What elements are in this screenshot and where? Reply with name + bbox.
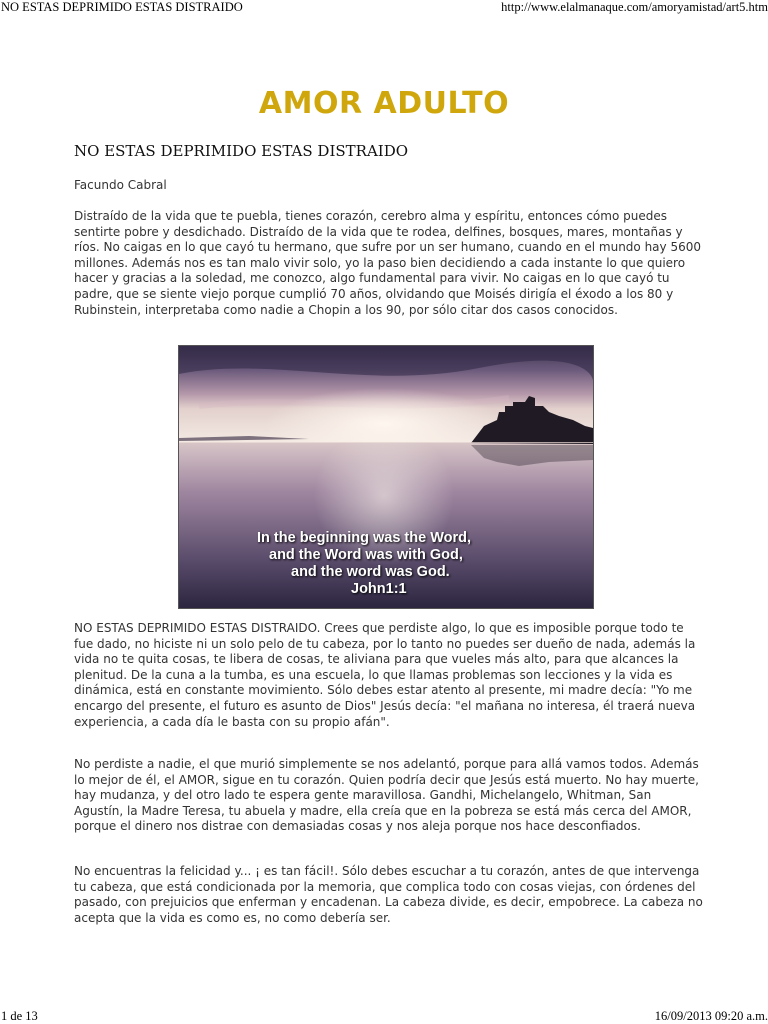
paragraph-1: Distraído de la vida que te puebla, tienes corazón, cerebro alma y espíritu, entonces cómo puedes sentirte pobre y desdichado. Distraído de la vida que te rodea, delfines, bosques, mares, montañas y ríos. No caigas en lo que cayó tu hermano, que sufre por un ser humano, cuando en el mundo hay 5600 millones. Además nos es tan malo vivir solo, yo la paso bien decidiendo a cada instante lo que quiero hacer y gracias a la soledad, me conozco, algo fundamental para vivir. No caigas en lo que cayó tu padre, que se siente viejo porque cumplió 70 años, olvidando que Moisés dirigía el éxodo a los 80 y Rubinstein, interpretaba como nadie a Chopin a los 90, por sólo citar dos casos conocidos. <box>74 209 701 317</box>
page-number: 1 de 13 <box>1 1009 38 1023</box>
caption-reference: John1:1 <box>351 581 407 597</box>
paragraph-3: No perdiste a nadie, el que murió simplemente se nos adelantó, porque para allá vamos todos. Además lo mejor de él, el AMOR, sigue en tu corazón. Quien podría decir que Jesús está muerto. No hay muerte, hay mudanza, y del otro lado te espera gente maravillosa. Gandhi, Michelangelo, Whitman, San Agustín, la Madre Teresa, tu abuela y madre, ella creía que en la pobreza se está más cerca del AMOR, porque el dinero nos distrae con demasiadas cosas y nos aleja porque nos hace desconfiados. <box>74 757 699 834</box>
caption-line-3: and the word was God. <box>291 564 450 580</box>
paragraph-4: No encuentras la felicidad y... ¡ es tan fácil!. Sólo debes escuchar a tu corazón, antes de que intervenga tu cabeza, que está condicionada por la memoria, que complica todo con cosas viejas, con órdenes del pasado, con prejuicios que enferman y encadenan. La cabeza divide, es decir, empobrece. La cabeza no acepta que la vida es como es, no como debería ser. <box>74 864 703 925</box>
print-datetime: 16/09/2013 09:20 a.m. <box>654 1009 768 1023</box>
article-subtitle: NO ESTAS DEPRIMIDO ESTAS DISTRAIDO <box>74 142 409 160</box>
article-title: AMOR ADULTO <box>258 86 510 121</box>
castle-sunset-photo <box>178 345 594 609</box>
caption-line-1: In the beginning was the Word, <box>257 530 472 546</box>
author-name: Facundo Cabral <box>74 178 167 192</box>
caption-line-2: and the Word was with God, <box>269 547 463 563</box>
document-title: NO ESTAS DEPRIMIDO ESTAS DISTRAIDO <box>1 0 243 14</box>
source-url: http://www.elalmanaque.com/amoryamistad/art5.htm <box>501 0 768 14</box>
paragraph-2: NO ESTAS DEPRIMIDO ESTAS DISTRAIDO. Crees que perdiste algo, lo que es imposible porque todo te fue dado, no hiciste ni un solo pelo de tu cabeza, por lo tanto no puedes ser dueño de nada, además la vida no te quita cosas, te libera de cosas, te aliviana para que vueles más alto, para que alcances la plenitud. De la cuna a la tumba, es una escuela, lo que llamas problemas son lecciones y la vida es dinámica, está en constante movimiento. Sólo debes estar atento al presente, mi madre decía: "Yo me encargo del presente, el futuro es asunto de Dios" Jesús decía: "el mañana no interesa, él traerá nueva experiencia, a cada día le basta con su propio afán". <box>74 621 696 729</box>
